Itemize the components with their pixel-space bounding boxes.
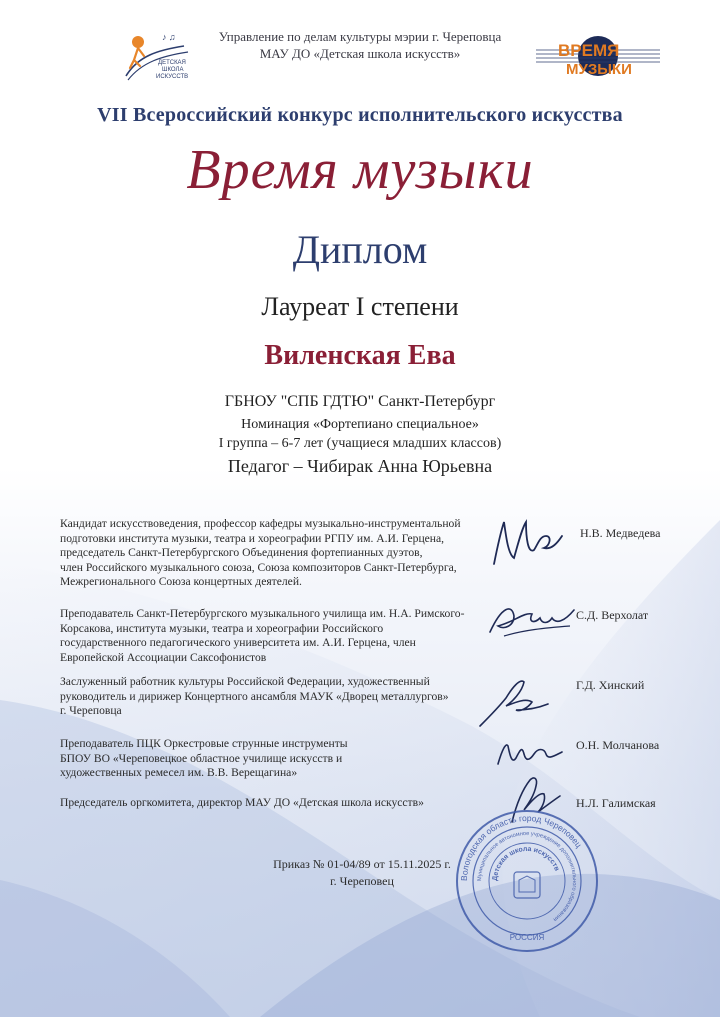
- nomination: Номинация «Фортепиано специальное»: [241, 417, 479, 432]
- diploma-heading: Диплом: [292, 227, 428, 272]
- winner-name: Виленская Ева: [264, 340, 456, 371]
- school-logo-text-3: ИСКУССТВ: [156, 74, 189, 80]
- jury-description-line: БПОУ ВО «Череповецкое областное училище искусств и: [60, 751, 343, 765]
- stamp-inner-text: Муниципальное автономное учреждение дополнительного образования: [476, 830, 578, 923]
- signature-molchanova: [494, 734, 566, 774]
- jury-member-description: [60, 675, 490, 719]
- jury-description-line: руководитель и дирижер Концертного ансамбля МАУК «Дворец металлургов»: [60, 689, 449, 703]
- jury-member-description: [60, 607, 490, 665]
- jury-description-line: Кандидат искусствоведения, профессор кафедры музыкально-инструментальной: [60, 517, 461, 530]
- jury-description-line: г. Череповца: [60, 704, 122, 718]
- jury-name: О.Н. Молчанова: [576, 738, 660, 752]
- school-logo-text-2: ШКОЛА: [162, 67, 184, 73]
- brand-logo: [536, 34, 660, 80]
- stamp-outer-text: Вологодская область город Череповец: [458, 812, 584, 882]
- jury-description-line: подготовки института музыки, театра и хореографии РГПУ им. А.И. Герцена,: [60, 531, 445, 545]
- organizer-line-2: МАУ ДО «Детская школа искусств»: [259, 46, 461, 61]
- organizer-header: [190, 28, 530, 62]
- svg-text:♪ ♫: ♪ ♫: [162, 32, 176, 42]
- stamp-bottom-text: РОССИЯ: [509, 933, 545, 942]
- order-city: г. Череповец: [330, 874, 394, 888]
- brand-logo-line-2: МУЗЫКИ: [566, 61, 632, 78]
- school-logo-text-1: ДЕТСКАЯ: [158, 60, 186, 66]
- signature-medvedeva: [488, 514, 568, 570]
- institution: ГБНОУ "СПБ ГДТЮ" Санкт-Петербург: [224, 393, 496, 410]
- award-degree: Лауреат I степени: [261, 292, 459, 321]
- contest-title: VII Всероссийский конкурс исполнительского искусства: [97, 104, 623, 126]
- jury-member-description: [60, 517, 490, 590]
- jury-name: Н.В. Медведева: [580, 526, 661, 540]
- order-number: Приказ № 01-04/89 от 15.11.2025 г.: [273, 857, 451, 871]
- school-logo: [118, 26, 194, 88]
- jury-name: Н.Л. Галимская: [576, 796, 656, 810]
- official-stamp: [452, 806, 602, 956]
- jury-name: С.Д. Верхолат: [576, 608, 649, 622]
- teacher: Педагог – Чибирак Анна Юрьевна: [227, 456, 493, 476]
- jury-description-line: председатель Санкт-Петербургского Объединения фортепианных дуэтов,: [60, 546, 423, 560]
- jury-description-line: Европейской Ассоциации Саксофонистов: [60, 650, 267, 664]
- jury-member-description: [60, 737, 490, 781]
- age-group: I группа – 6-7 лет (учащиеся младших классов): [218, 436, 502, 451]
- signature-khinsky: [476, 668, 556, 732]
- jury-description-line: член Российского музыкального союза, Союза композиторов Санкт-Петербурга,: [60, 560, 457, 574]
- jury-description-line: художественных ремесел им. В.В. Верещагина»: [60, 766, 298, 780]
- jury-description-line: Председатель оргкомитета, директор МАУ ДО «Детская школа искусств»: [60, 796, 424, 809]
- jury-description-line: государственного педагогического университета им. А.И. Герцена, член: [60, 636, 416, 650]
- jury-description-line: Межрегионального Союза концертных деятелей.: [60, 575, 302, 589]
- order-reference: [262, 856, 462, 890]
- jury-description-line: Заслуженный работник культуры Российской Федерации, художественный: [60, 675, 430, 688]
- jury-description-line: Преподаватель ПЦК Оркестровые струнные инструменты: [60, 737, 348, 750]
- signature-verkholat: [484, 596, 580, 644]
- brand-logo-line-1: ВРЕМЯ: [558, 41, 620, 60]
- stamp-center-text: Детская школа искусств: [491, 845, 561, 882]
- jury-name: Г.Д. Хинский: [576, 678, 645, 692]
- jury-member-description: [60, 796, 490, 811]
- jury-description-line: Корсакова, института музыки, театра и хореографии Российского: [60, 621, 384, 635]
- contest-name-script: Время музыки: [186, 139, 534, 201]
- jury-description-line: Преподаватель Санкт-Петербургского музыкального училища им. Н.А. Римского-: [60, 607, 465, 620]
- organizer-line-1: Управление по делам культуры мэрии г. Череповца: [218, 29, 502, 44]
